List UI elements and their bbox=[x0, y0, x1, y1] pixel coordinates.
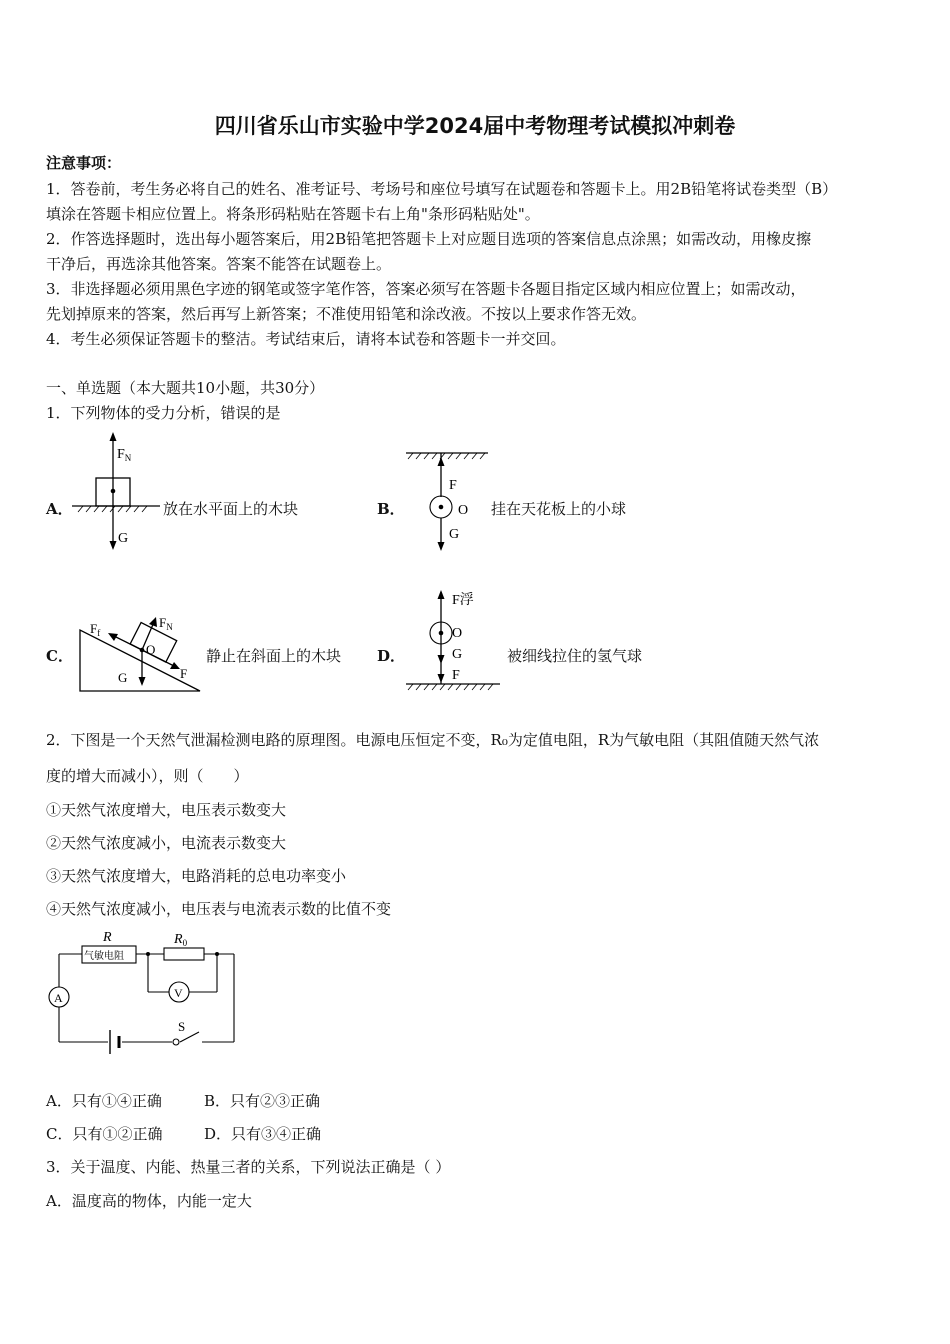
question-2-stem-cont: 度的增大而减小），则（ ） bbox=[46, 767, 249, 785]
label-o: O bbox=[452, 626, 463, 641]
q1-option-c-caption: 静止在斜面上的木块 bbox=[206, 647, 342, 665]
circuit-diagram bbox=[44, 926, 244, 1060]
notice-line: 填涂在答题卡相应位置上。将条形码粘贴在答题卡右上角"条形码粘贴处"。 bbox=[46, 205, 540, 223]
q3-option-a: A．温度高的物体，内能一定大 bbox=[46, 1192, 252, 1210]
label-o: O bbox=[458, 503, 469, 518]
label-f: F bbox=[180, 666, 188, 681]
q2-statement: ②天然气浓度减小，电流表示数变大 bbox=[46, 834, 287, 852]
label-g: G bbox=[449, 527, 460, 542]
q2-option-c: C．只有①②正确 bbox=[46, 1125, 163, 1143]
notice-line: 2．作答选择题时，选出每小题答案后，用2B铅笔把答题卡上对应题目选项的答案信息点涂黑；如需改动，用橡皮擦 bbox=[46, 230, 812, 248]
q1-option-d-letter: D． bbox=[377, 647, 406, 665]
q2-option-a: A．只有①④正确 bbox=[46, 1092, 162, 1110]
notice-heading: 注意事项： bbox=[46, 154, 122, 172]
q1-option-d-caption: 被细线拉住的氢气球 bbox=[507, 647, 643, 665]
label-ff: $F_f$ bbox=[90, 621, 101, 638]
q2-statement: ①天然气浓度增大，电压表示数变大 bbox=[46, 801, 287, 819]
q2-statement: ④天然气浓度减小，电压表与电流表示数的比值不变 bbox=[46, 900, 392, 918]
q2-statement: ③天然气浓度增大，电路消耗的总电功率变小 bbox=[46, 867, 347, 885]
question-2-stem: 2．下图是一个天然气泄漏检测电路的原理图。电源电压恒定不变，R₀为定值电阻，R为气敏电阻（其阻值随天然气浓 bbox=[46, 731, 820, 749]
ammeter-label: A bbox=[54, 991, 63, 1005]
label-f: F bbox=[449, 478, 457, 493]
q1-option-a-letter: A． bbox=[46, 500, 73, 518]
diagram-block-on-incline bbox=[76, 606, 206, 696]
label-g: G bbox=[452, 647, 463, 662]
voltmeter-label: V bbox=[174, 986, 183, 1000]
switch-label: S bbox=[178, 1019, 186, 1034]
q1-option-b-letter: B． bbox=[377, 500, 405, 518]
q2-option-b: B．只有②③正确 bbox=[204, 1092, 321, 1110]
label-r0: $R_0$ bbox=[174, 932, 188, 948]
notice-line: 3．非选择题必须用黑色字迹的钢笔或签字笔作答，答案必须写在答题卡各题目指定区域内相应位置上；如需改动， bbox=[46, 280, 806, 298]
notice-line: 先划掉原来的答案，然后再写上新答案；不准使用铅笔和涂改液。不按以上要求作答无效。 bbox=[46, 305, 647, 323]
q1-option-c-letter: C． bbox=[46, 647, 73, 665]
diagram-block-on-floor bbox=[70, 428, 160, 554]
label-fn: $F_N$ bbox=[117, 447, 132, 463]
diagram-tethered-balloon bbox=[400, 586, 510, 694]
label-g: G bbox=[118, 531, 129, 546]
label-r: R bbox=[103, 930, 112, 945]
label-fn: $F_N$ bbox=[159, 615, 173, 632]
label-f-buoyancy: F浮 bbox=[452, 593, 474, 608]
section-heading: 一、单选题（本大题共10小题，共30分） bbox=[46, 379, 325, 397]
q2-option-d: D．只有③④正确 bbox=[204, 1125, 322, 1143]
question-3-stem: 3．关于温度、内能、热量三者的关系，下列说法正确是（ ） bbox=[46, 1158, 451, 1176]
exam-title: 四川省乐山市实验中学2024届中考物理考试模拟冲刺卷 bbox=[214, 114, 736, 138]
diagram-hanging-ball bbox=[400, 447, 495, 557]
label-gas-sensor: 气敏电阻 bbox=[84, 951, 124, 962]
label-f: F bbox=[452, 668, 460, 683]
question-1-stem: 1．下列物体的受力分析，错误的是 bbox=[46, 404, 281, 422]
q1-option-a-caption: 放在水平面上的木块 bbox=[163, 500, 299, 518]
notice-line: 干净后，再选涂其他答案。答案不能答在试题卷上。 bbox=[46, 255, 392, 273]
notice-line: 4．考生必须保证答题卡的整洁。考试结束后，请将本试卷和答题卡一并交回。 bbox=[46, 330, 566, 348]
q1-option-b-caption: 挂在天花板上的小球 bbox=[491, 500, 627, 518]
notice-line: 1．答卷前，考生务必将自己的姓名、准考证号、考场号和座位号填写在试题卷和答题卡上。用2B铅笔将试卷类型（B） bbox=[46, 180, 838, 198]
label-o: O bbox=[146, 642, 156, 657]
label-g: G bbox=[118, 670, 128, 685]
